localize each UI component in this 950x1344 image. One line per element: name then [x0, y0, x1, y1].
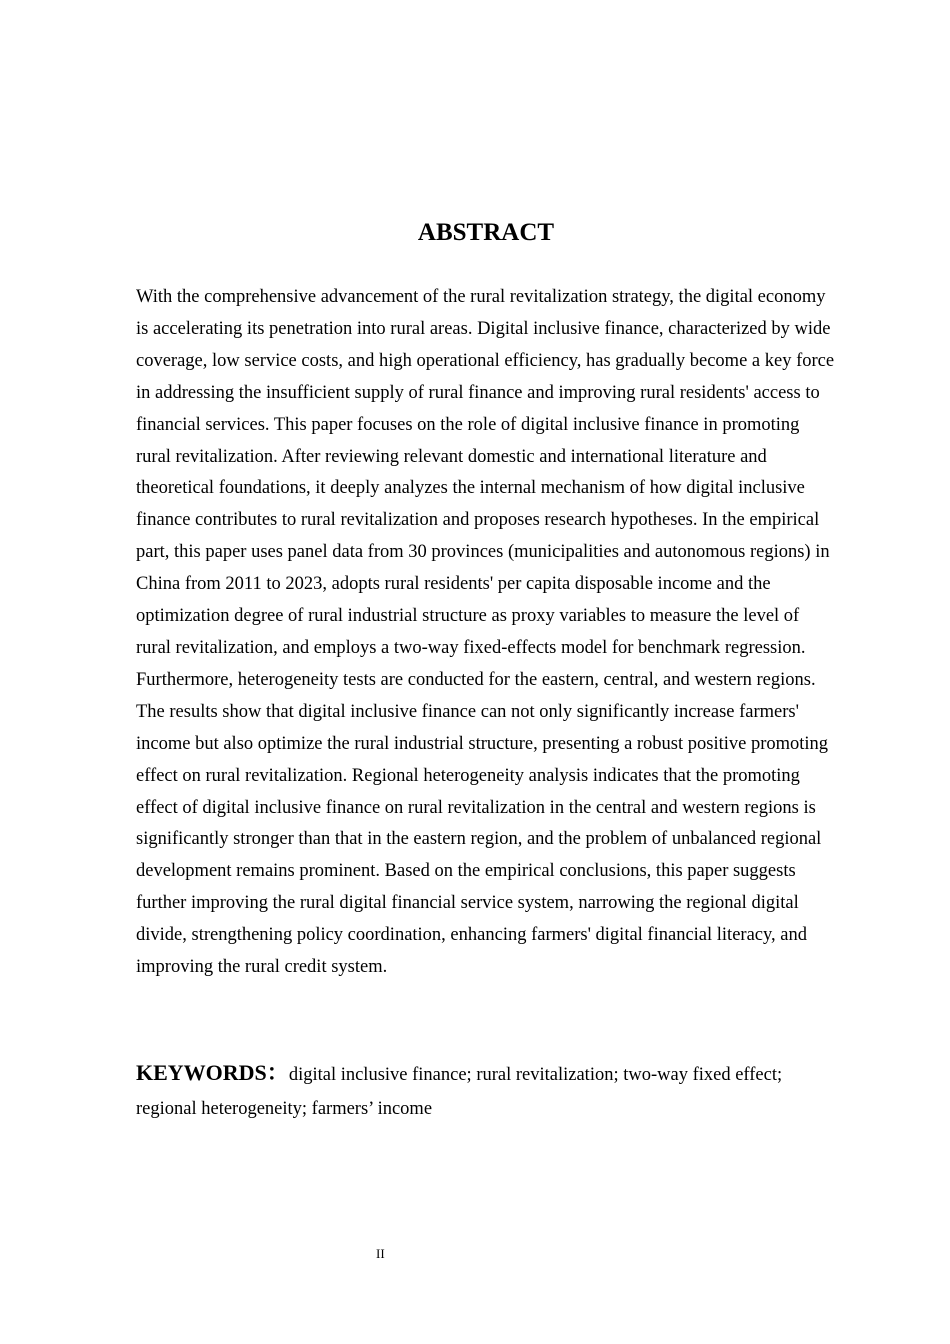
abstract-paragraph-1: With the comprehensive advancement of the rural revitalization strategy, the digital economy is accelerating its penetration into rural areas. Digital inclusive finance, characterized by wide coverage, low service costs, and high operational efficiency, has gradually become a key force in addressing the insufficient supply of rural finance and improving rural residents' access to financial services. This paper focuses on the role of digital inclusive finance in promoting rural revitalization. After reviewing relevant domestic and international literature and theoretical foundations, it deeply analyzes the internal mechanism of how digital inclusive finance contributes to rural revitalization and proposes research hypotheses. In the empirical part, this paper uses panel data from 30 provinces (municipalities and autonomous regions) in China from 2011 to 2023, adopts rural residents' per capita disposable income and the optimization degree of rural industrial structure as proxy variables to measure the level of rural revitalization, and employs a two-way fixed-effects model for benchmark regression. Furthermore, heterogeneity tests are conducted for the eastern, central, and western regions.	[136, 287, 835, 690]
page-number: II	[376, 1246, 385, 1261]
keywords-text: digital inclusive finance; rural revitalization; two-way fixed effect; regional heterogeneity; farmers’ income	[136, 1065, 783, 1119]
abstract-body	[136, 282, 836, 984]
keywords-section	[136, 1056, 836, 1126]
keywords-label: KEYWORDS：	[136, 1060, 289, 1085]
abstract-title: ABSTRACT	[417, 219, 555, 246]
abstract-paragraph-2: The results show that digital inclusive finance can not only significantly increase farmers' income but also optimize the rural industrial structure, presenting a robust positive promoting effect on rural revitalization. Regional heterogeneity analysis indicates that the promoting effect of digital inclusive finance on rural revitalization in the central and western regions is significantly stronger than that in the eastern region, and the problem of unbalanced regional development remains prominent. Based on the empirical conclusions, this paper suggests further improving the rural digital financial service system, narrowing the regional digital divide, strengthening policy coordination, enhancing farmers' digital financial literacy, and improving the rural credit system.	[136, 701, 829, 978]
